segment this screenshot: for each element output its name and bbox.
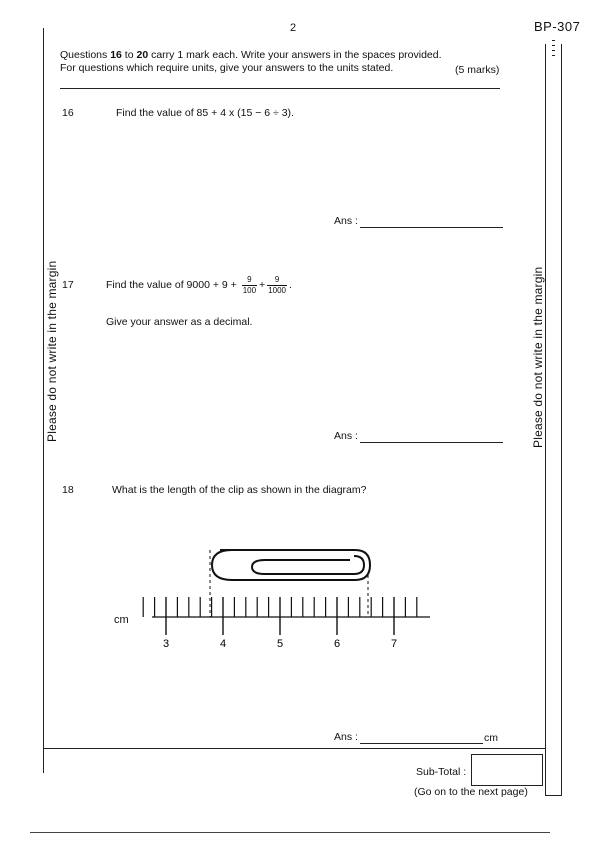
- q17-text-prefix: Find the value of 9000 + 9 +: [106, 279, 237, 291]
- page-foot-rule: [30, 832, 550, 833]
- q18-ans-label: Ans :: [334, 731, 358, 743]
- q17-frac1-num: 9: [242, 275, 257, 286]
- instructions-line-1: [60, 49, 442, 61]
- right-margin-bottom: [545, 795, 562, 796]
- q17-frac2-num: 9: [267, 275, 287, 286]
- q17-text: [106, 270, 292, 300]
- q18-text: What is the length of the clip as shown in the diagram?: [112, 484, 367, 496]
- instructions-to: to: [121, 49, 137, 61]
- ruler-tick-label: 4: [219, 638, 227, 650]
- q17-frac2-den: 1000: [268, 285, 286, 295]
- right-margin-note: Please do not write in the margin: [531, 266, 545, 448]
- instructions-q-end: 20: [136, 49, 149, 61]
- q17-fraction-1: [242, 275, 257, 296]
- q16-text: Find the value of 85 + 4 x (15 − 6 ÷ 3).: [116, 107, 294, 119]
- q17-ans-label: Ans :: [334, 430, 358, 442]
- subtotal-label: Sub-Total :: [416, 766, 467, 778]
- ruler-tick-label: 7: [390, 638, 398, 650]
- q16-answer-line[interactable]: [360, 227, 503, 228]
- right-margin-line-outer: [561, 44, 562, 795]
- q17-period: .: [288, 279, 292, 291]
- paper-clip: [212, 550, 370, 580]
- instructions-rule: [60, 88, 500, 89]
- instructions-q-start: 16: [110, 49, 122, 61]
- left-margin-line: [43, 28, 44, 773]
- page-number: 2: [290, 22, 297, 34]
- margin-barcode-glyphs: [549, 38, 559, 62]
- ruler-diagram: [100, 545, 440, 655]
- q17-fraction-2: [267, 275, 287, 296]
- instructions-prefix: Questions: [60, 49, 111, 61]
- ruler-unit-label: cm: [114, 614, 129, 626]
- q18-answer-line[interactable]: [360, 743, 483, 744]
- q17-number: 17: [62, 279, 74, 291]
- bottom-rule: [44, 748, 545, 749]
- paper-code: BP-307: [534, 19, 581, 34]
- q16-ans-label: Ans :: [334, 215, 358, 227]
- ruler-tick-label: 3: [162, 638, 170, 650]
- go-on-note: (Go on to the next page): [414, 786, 528, 798]
- instructions-rest: carry 1 mark each. Write your answers in the spaces provided.: [148, 49, 442, 61]
- subtotal-box[interactable]: [471, 754, 543, 786]
- clip-inner-loop: [252, 556, 364, 574]
- right-margin-line-inner: [545, 44, 546, 795]
- instructions-line-2: For questions which require units, give your answers to the units stated.: [60, 62, 394, 74]
- marks-label: (5 marks): [455, 64, 500, 76]
- q17-frac1-den: 100: [242, 285, 257, 295]
- ruler-tick-label: 5: [276, 638, 284, 650]
- left-margin-note: Please do not write in the margin: [45, 260, 59, 442]
- clip-outer-loop: [212, 550, 370, 580]
- ruler-labels: [163, 638, 397, 650]
- q17-instruction: Give your answer as a decimal.: [106, 316, 253, 328]
- ruler-tick-label: 6: [333, 638, 341, 650]
- q17-answer-line[interactable]: [360, 442, 503, 443]
- ruler-ticks: [143, 597, 417, 635]
- q17-plus: +: [259, 279, 266, 291]
- q18-ans-unit: cm: [484, 732, 498, 744]
- q18-number: 18: [62, 484, 74, 496]
- q16-number: 16: [62, 107, 74, 119]
